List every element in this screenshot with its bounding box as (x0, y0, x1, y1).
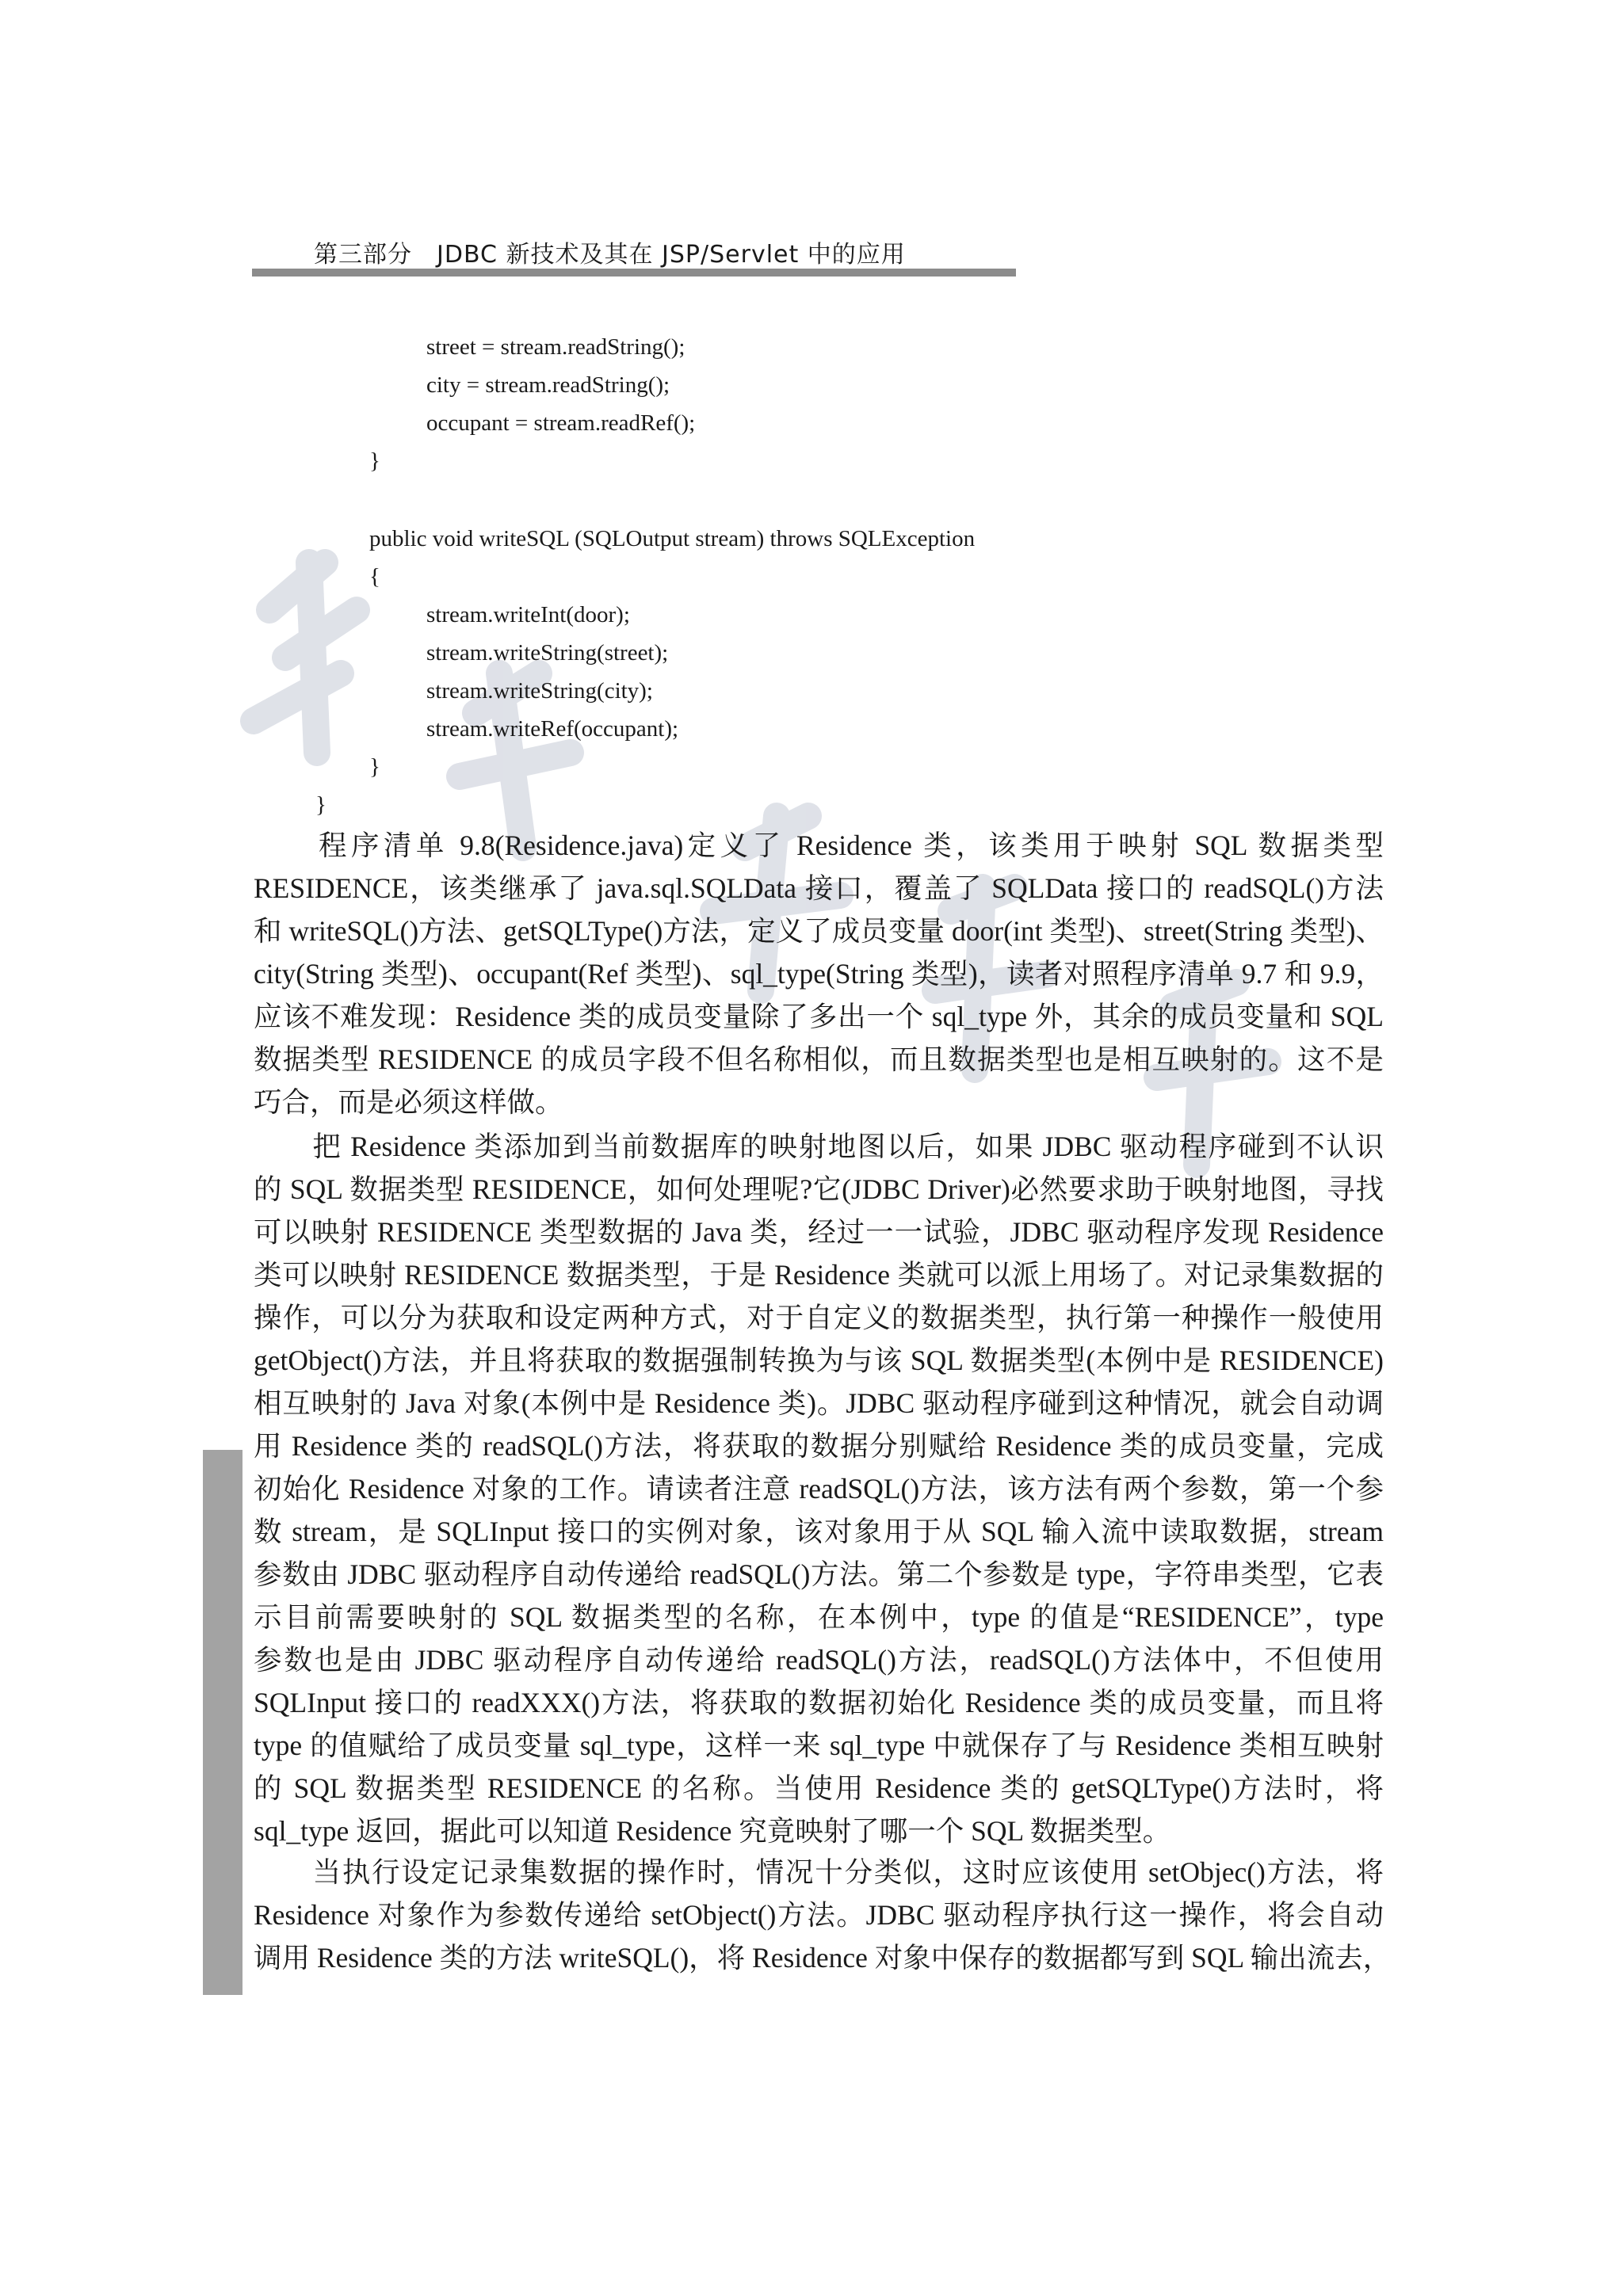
code-line: stream.writeString(street); (426, 640, 669, 666)
text-line: 示目前需要映射的 SQL 数据类型的名称，在本例中，type 的值是“RESIDENCE”，type (254, 1601, 1384, 1633)
text-line: RESIDENCE，该类继承了 java.sql.SQLData 接口，覆盖了 SQLData 接口的 readSQL()方法 (254, 872, 1384, 904)
code-line: stream.writeString(city); (426, 678, 653, 704)
text-line: sql_type 返回，据此可以知道 Residence 究竟映射了哪一个 SQL 数据类型。 (254, 1815, 1171, 1847)
text-line: 用 Residence 类的 readSQL()方法，将获取的数据分别赋给 Residence 类的成员变量，完成 (254, 1430, 1384, 1462)
text-line: 应该不难发现：Residence 类的成员变量除了多出一个 sql_type 外，其余的成员变量和 SQL (254, 1001, 1384, 1032)
text-line: 调用 Residence 类的方法 writeSQL()，将 Residence 对象中保存的数据都写到 SQL 输出流去， (254, 1942, 1392, 1974)
text-line: 参数由 JDBC 驱动程序自动传递给 readSQL()方法。第二个参数是 type，字符串类型，它表 (254, 1558, 1384, 1590)
text-line: type 的值赋给了成员变量 sql_type，这样一来 sql_type 中就保存了与 Residence 类相互映射 (254, 1730, 1384, 1761)
paragraph (254, 824, 1384, 1123)
text-line: 初始化 Residence 对象的工作。请读者注意 readSQL()方法，该方法有两个参数，第一个参 (254, 1473, 1384, 1505)
code-line: stream.writeRef(occupant); (426, 716, 679, 742)
paragraph (254, 1851, 1392, 1979)
text-line: 参数也是由 JDBC 驱动程序自动传递给 readSQL()方法，readSQL()方法体中，不但使用 (254, 1644, 1384, 1676)
code-line: } (315, 792, 327, 818)
code-line: public void writeSQL (SQLOutput stream) throws SQLException (369, 526, 976, 551)
text-line: 数 stream，是 SQLInput 接口的实例对象，该对象用于从 SQL 输入流中读取数据，stream (254, 1516, 1384, 1547)
text-line: getObject()方法，并且将获取的数据强制转换为与该 SQL 数据类型(本例中是 RESIDENCE) (254, 1344, 1384, 1376)
code-line: } (369, 754, 380, 780)
text-line: city(String 类型)、occupant(Ref 类型)、sql_type(String 类型)，读者对照程序清单 9.7 和 9.9， (254, 958, 1384, 990)
code-line: } (369, 448, 380, 474)
text-line: 类可以映射 RESIDENCE 数据类型，于是 Residence 类就可以派上用场了。对记录集数据的 (254, 1259, 1384, 1291)
header-rule (252, 269, 1016, 277)
text-line: 相互映射的 Java 对象(本例中是 Residence 类)。JDBC 驱动程序碰到这种情况，就会自动调 (254, 1387, 1384, 1419)
text-line: SQLInput 接口的 readXXX()方法，将获取的数据初始化 Residence 类的成员变量，而且将 (254, 1687, 1384, 1718)
code-line: { (369, 564, 380, 589)
text-line: 把 Residence 类添加到当前数据库的映射地图以后，如果 JDBC 驱动程序碰到不认识 (254, 1131, 1384, 1162)
text-line: 的 SQL 数据类型 RESIDENCE，如何处理呢?它(JDBC Driver)必然要求助于映射地图，寻找 (254, 1173, 1384, 1205)
code-line: city = stream.readString(); (426, 372, 670, 398)
code-line: occupant = stream.readRef(); (426, 410, 696, 436)
paragraph (254, 1125, 1384, 1852)
side-margin-bar (203, 1450, 242, 1995)
text-line: 和 writeSQL()方法、getSQLType()方法，定义了成员变量 door(int 类型)、street(String 类型)、 (254, 915, 1384, 947)
text-line: 数据类型 RESIDENCE 的成员字段不但名称相似，而且数据类型也是相互映射的。这不是 (254, 1043, 1384, 1075)
text-line: 可以映射 RESIDENCE 类型数据的 Java 类，经过一一试验，JDBC 驱动程序发现 Residence (254, 1216, 1384, 1248)
text-line: Residence 对象作为参数传递给 setObject()方法。JDBC 驱动程序执行这一操作，将会自动 (254, 1899, 1384, 1931)
text-line: 操作，可以分为获取和设定两种方式，对于自定义的数据类型，执行第一种操作一般使用 (254, 1302, 1384, 1333)
text-line: 当执行设定记录集数据的操作时，情况十分类似，这时应该使用 setObjec()方法，将 (254, 1856, 1384, 1888)
text-line: 的 SQL 数据类型 RESIDENCE 的名称。当使用 Residence 类的 getSQLType()方法时，将 (254, 1772, 1384, 1804)
running-header-title: 第三部分 JDBC 新技术及其在 JSP/Servlet 中的应用 (314, 241, 906, 269)
code-line: street = stream.readString(); (426, 334, 685, 360)
code-line: stream.writeInt(door); (426, 602, 630, 627)
text-line: 程序清单 9.8(Residence.java)定义了 Residence 类，该类用于映射 SQL 数据类型 (254, 830, 1384, 861)
text-line: 巧合，而是必须这样做。 (254, 1086, 563, 1118)
